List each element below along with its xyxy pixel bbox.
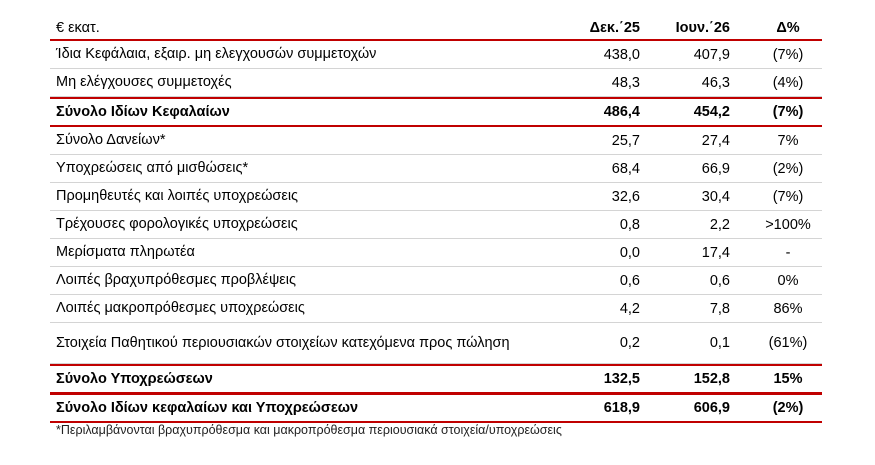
header-jun-26: Ιουν.΄26 <box>675 20 730 36</box>
table-row <box>50 211 822 239</box>
row-value-jun-26: 407,9 <box>693 46 730 63</box>
total-liabilities-row <box>50 364 822 394</box>
row-value-jun-26: 7,8 <box>709 300 730 317</box>
row-value-delta: >100% <box>765 216 811 233</box>
row-label: Τρέχουσες φορολογικές υποχρεώσεις <box>56 216 298 232</box>
row-value-dec-25: 618,9 <box>603 400 640 416</box>
row-value-jun-26: 0,1 <box>709 335 730 351</box>
row-label: Μερίσματα πληρωτέα <box>56 244 195 260</box>
balance-sheet-table <box>50 17 822 423</box>
row-value-jun-26: 27,4 <box>701 132 730 149</box>
header-currency-label: € εκατ. <box>56 19 100 36</box>
table-row <box>50 267 822 295</box>
row-value-dec-25: 4,2 <box>619 300 640 317</box>
row-value-jun-26: 152,8 <box>693 371 730 387</box>
row-label: Μη ελέγχουσες συμμετοχές <box>56 74 232 90</box>
row-value-jun-26: 454,2 <box>693 104 730 120</box>
row-value-delta: 86% <box>773 300 803 317</box>
row-label: Υποχρεώσεις από μισθώσεις* <box>56 160 249 176</box>
row-value-delta: (2%) <box>772 160 804 177</box>
row-value-delta: 15% <box>773 371 803 387</box>
table-row <box>50 295 822 323</box>
row-value-dec-25: 48,3 <box>611 74 640 91</box>
row-label: Λοιπές βραχυπρόθεσμες προβλέψεις <box>56 272 296 288</box>
row-label: Σύνολο Ιδίων κεφαλαίων και Υποχρεώσεων <box>56 399 359 416</box>
row-value-dec-25: 0,8 <box>619 216 640 233</box>
row-label: Προμηθευτές και λοιπές υποχρεώσεις <box>56 188 299 204</box>
row-value-jun-26: 2,2 <box>709 216 730 233</box>
row-label: Λοιπές μακροπρόθεσμες υποχρεώσεις <box>56 300 305 316</box>
row-label: Σύνολο Ιδίων Κεφαλαίων <box>56 103 230 120</box>
row-label <box>50 46 540 63</box>
row-value-jun-26: 606,9 <box>693 400 730 416</box>
row-value-dec-25: 68,4 <box>611 160 640 177</box>
grand-total-row <box>50 394 822 423</box>
row-value-jun-26: 17,4 <box>701 244 730 261</box>
row-value-dec-25: 0,6 <box>619 272 640 289</box>
header-dec-25: Δεκ.΄25 <box>589 20 640 36</box>
row-value-delta: 0% <box>777 272 799 289</box>
table-row <box>50 183 822 211</box>
total-equity-row <box>50 97 822 127</box>
row-label: Σύνολο Υποχρεώσεων <box>56 370 213 387</box>
row-label-part: Ίδια Κεφάλαια, εξαιρ. μη ελεγχουσών συμμετοχών <box>56 46 377 62</box>
table-row <box>50 69 822 97</box>
footnote: *Περιλαμβάνονται βραχυπρόθεσμα και μακροπρόθεσμα περιουσιακά στοιχεία/υποχρεώσεις <box>56 423 562 437</box>
row-value-delta: (7%) <box>772 104 804 120</box>
row-value-dec-25: 0,0 <box>619 244 640 261</box>
row-value-dec-25: 438,0 <box>603 46 640 63</box>
row-value-dec-25: 132,5 <box>603 371 640 387</box>
table-header <box>50 17 822 41</box>
row-value-dec-25: 486,4 <box>603 104 640 120</box>
table-row <box>50 155 822 183</box>
row-value-delta: (61%) <box>768 335 808 351</box>
header-delta-pct: Δ% <box>776 20 800 36</box>
row-value-delta: - <box>785 244 791 261</box>
row-value-delta: (7%) <box>772 188 804 205</box>
table-row <box>50 239 822 267</box>
row-value-delta: (2%) <box>772 400 804 416</box>
row-value-jun-26: 30,4 <box>701 188 730 205</box>
row-value-dec-25: 0,2 <box>619 335 640 351</box>
row-label: Στοιχεία Παθητικού περιουσιακών στοιχείων κατεχόμενα προς πώληση <box>56 334 510 351</box>
row-value-delta: (4%) <box>772 74 804 91</box>
table-row <box>50 41 822 69</box>
row-value-jun-26: 46,3 <box>701 74 730 91</box>
row-value-delta: (7%) <box>772 46 804 63</box>
row-value-jun-26: 0,6 <box>709 272 730 289</box>
table-row <box>50 127 822 155</box>
row-value-dec-25: 32,6 <box>611 188 640 205</box>
table-row <box>50 323 822 364</box>
row-value-dec-25: 25,7 <box>611 132 640 149</box>
row-value-jun-26: 66,9 <box>701 160 730 177</box>
row-label: Σύνολο Δανείων* <box>56 132 166 148</box>
row-value-delta: 7% <box>777 132 799 149</box>
